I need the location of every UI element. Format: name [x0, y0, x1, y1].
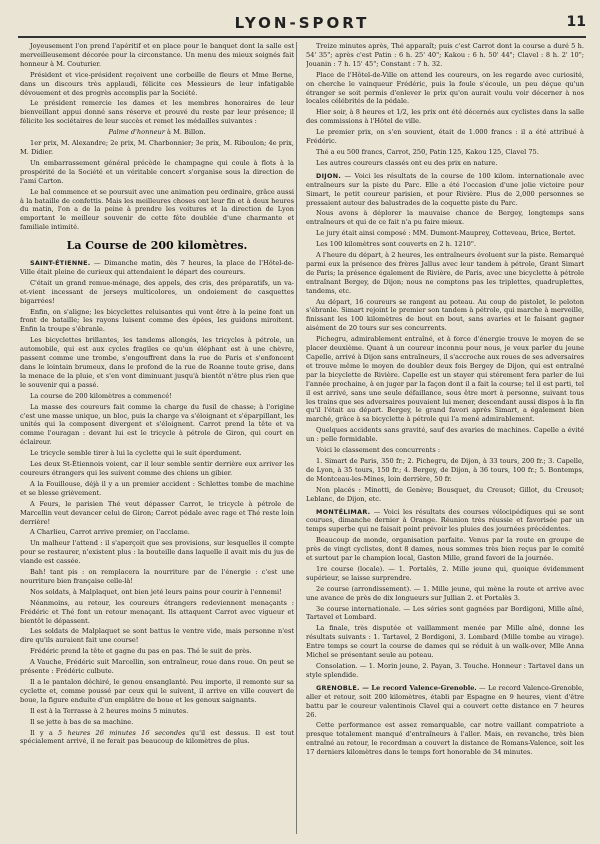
paragraph: Les autres coureurs classés ont eu des prix en nature.	[316, 158, 498, 167]
dateline: GRENOBLE.	[316, 683, 360, 692]
paragraph: Le bal commence et se poursuit avec une animation peu ordinaire, grâce aussi à la bataille de confettis. Mais les meilleures choses ont leur fin et à deux heures du matin, l'on a de la peine à prendre les voitures et la direction de Lyon emportant le meilleur souvenir de cette fête doublée d'une charmante et familiale intimité.	[20, 187, 294, 232]
dispatch-paragraph	[20, 259, 294, 277]
paragraph: Thé a eu 500 francs, Carrot, 250, Patin 125, Kakou 125, Clavel 75.	[316, 147, 539, 156]
paragraph: La masse des coureurs fait comme la charge du fusil de chasse; à l'origine c'est une masse unique, un bloc, puis la charge va s'éloignant et s'éparpillant, les unités qui la composent divergent et s'éloignent. Carrot prend la tête et va comme l'ouragan : devant lui est le tricycle à pétrole de Giron, qui court en éclaireur.	[20, 402, 294, 447]
paragraph: Joyeusement l'on prend l'apéritif et en place pour le banquet dont la salle est merveilleusement décorée pour la circonstance. Un menu des mieux soignés fait honneur à M. Couturier.	[20, 42, 294, 68]
dateline: DIJON.	[316, 171, 342, 180]
paragraph: A Feurs, le parisien Thé veut dépasser Carrot, le tricycle à pétrole de Marcellin veut devancer celui de Giron; Carrot pédale avec rage et Thé reste loin derrière!	[20, 499, 294, 526]
paragraph: Beaucoup de monde, organisation parfaite. Venus par la route en groupe de près de vingt cyclistes, dont 8 dames, nous sommes très bien reçus par le comité et surtout par le champion local, Gaston Mille, grand favori de la journée.	[306, 536, 584, 563]
paragraph: Hier soir, à 8 heures et 1/2, les prix ont été décernés aux cyclistes dans la salle des commissions à l'Hôtel de ville.	[306, 108, 584, 126]
paragraph: A la Fouillouse, déjà il y a un premier accident : Schlettes tombe de machine et se blesse grièvement.	[20, 479, 294, 497]
dispatch-text: — Voici les résultats de la course de 100 kilom. internationale avec entraîneurs sur la piste du Parc. Elle a été l'occasion d'une jolie victoire pour Simart, le petit coureur parisien, et pour Rivière. Plus de 2,000 personnes se pressaient autour des balustrades de la coquette piste du Parc.	[306, 171, 584, 207]
text-run: qu'il est dessus. Il est tout spécialement arrivé, il ne ferait pas beaucoup de kilomètres de plus.	[20, 728, 294, 746]
paragraph: Consolation. — 1. Morin jeune, 2. Payan, 3. Touche. Honneur : Tartavel dans un style splendide.	[306, 662, 584, 679]
paragraph: 2e course (arrondissement). — 1. Mille jeune, qui mène la route et arrive avec une avance de près de dix longueurs sur Jullian 2. et Portalès 3.	[306, 584, 584, 602]
paragraph: Un embarrassement général précède le champagne qui coule à flots à la prospérité de la Société et un véritable concert s'organise sous la direction de l'ami Carton.	[20, 158, 294, 185]
paragraph: La finale, très disputée et vaillamment menée par Mille aîné, donne les résultats suivants : 1. Tartavel, 2 Bordigoni, 3. Lombard (Mille tombe au virage). Entre temps se court la course de dames qui se réduit à un walk-over, Mlle Anna Michel se présentant seule au poteau.	[306, 624, 584, 660]
dispatch-text: — Dimanche matin, dès 7 heures, la place de l'Hôtel-de-Ville était pleine de curieux qui attendaient le départ des coureurs.	[20, 259, 294, 276]
paragraph: Il est à la Terrasse à 2 heures moins 5 minutes.	[30, 706, 189, 715]
paragraph: Les bicyclettes brillantes, les tandems allongés, les tricycles à pétrole, un automobile, qui est aux cycles fragiles ce qu'un éléphant est à une chèvre, passent comme une trombe, s'engouffrent dans la rue de Paris et s'enfoncent dans le lointain brumeux, dans le profond de la rue de Roanne toute grise, dans la menace de la pluie, et s'en vont diminuant jusqu'à bientôt n'être plus rien que le souvenir qui a passé.	[20, 336, 294, 389]
masthead: LYON-SPORT	[234, 14, 370, 32]
right-column	[306, 42, 584, 836]
dispatch-paragraph	[306, 172, 584, 208]
dateline: SAINT-ÉTIENNE.	[30, 259, 91, 268]
results-list: 1. Simart de Paris, 350 fr.; 2. Pichegru, de Dijon, à 33 tours, 200 fr.; 3. Capelle, de Lyon, à 35 tours, 150 fr.; 4. Bergey, de Dijon, à 36 tours, 100 fr.; 5. Bontemps, de Montceau-les-Mines, loin derrière, 50 fr.	[306, 456, 584, 483]
paragraph: Président et vice-président reçoivent une corbeille de fleurs et Mme Berne, dans un discours très applaudi, félicite ces Messieurs de leur infatigable dévouement et des progrès accomplis par la Société.	[20, 70, 294, 97]
paragraph: Il a le pantalon déchiré, le genou ensanglanté. Peu importe, il remonte sur sa cyclette et, comme poussé par ceux qui le suivent, il arrive en ville couvert de boue, la figure enduite d'un emplâtre de boue et les genoux saignants.	[20, 678, 294, 704]
paragraph: A l'heure du départ, à 2 heures, les entraîneurs évoluent sur la piste. Remarqué parmi eux la présence des frères Jallus avec leur tandem à pétrole, Grant Simart de Paris; la présence également de Rivière, de Paris, avec une bicyclette à pétrole entraînant Bergey, de Dijon; nous ne comptons pas les triplettes, quadruplettes, tandems, etc.	[306, 251, 584, 295]
page-header	[18, 14, 586, 38]
paragraph: C'était un grand remue-ménage, des appels, des cris, des préparatifs, un va-et-vient incessant de jerseys multicolores, un ondoiement de casquettes bigarrées!	[20, 278, 294, 305]
paragraph	[20, 729, 294, 747]
race-time: 5 heures 26 minutes 16 secondes	[58, 728, 186, 737]
award-title: Palme d'honneur	[108, 128, 165, 137]
dispatch-paragraph	[306, 684, 584, 720]
paragraph: Voici le classement des concurrents :	[316, 446, 441, 455]
paragraph: Le président remercie les dames et les membres honoraires de leur bienveillant appui donné sans réserve et prouvé du reste par leur présence; il félicite les sociétaires de leur succès et remet les médailles suivantes :	[20, 99, 294, 126]
paragraph: Un malheur l'attend : il s'aperçoit que ses provisions, sur lesquelles il compte pour se restaurer, n'existent plus : la bouteille dans laquelle il avait mis du jus de viande est cassée.	[20, 539, 294, 566]
paragraph: Les deux St-Étiennois voient, car il leur semble sentir derrière eux arriver les coureurs étrangers qui les suivent comme des chiens un gibier.	[20, 460, 294, 477]
left-column	[20, 42, 294, 836]
paragraph: Cette performance est assez remarquable, car notre vaillant compatriote a presque totalement manqué d'entraîneurs à l'aller. Mais, en revanche, très bien entraîné au retour, le recordman a couvert la distance de Romans-Valence, soit les 17 derniers kilomètres dans le temps fort honorable de 34 minutes.	[306, 721, 584, 757]
paragraph: Les soldats de Malplaquet se sont battus le ventre vide, mais personne n'est dire qu'ils auraient fait une course!	[20, 627, 294, 645]
paragraph: Place de l'Hôtel-de-Ville on attend les coureurs, on les regarde avec curiosité, on cherche le vainqueur Frédéric, puis la foule s'écoule, un peu déçue qu'un étranger se soit permis d'enlever le prix qu'on aurait voulu voir décerner à nos locales célébrités de la pédale.	[306, 70, 584, 106]
paragraph: La course de 200 kilomètres a commencé!	[30, 391, 172, 400]
paragraph: Quelques accidents sans gravité, sauf des avaries de machines. Capelle a évité un : pelle formidable.	[306, 426, 584, 444]
paragraph: Pichegru, admirablement entraîné, et à force d'énergie trouve le moyen de se placer deuxième. Quant à un coureur inconnu pour nous, je veux parler du jeune Capelle, arrivé à Dijon sans entraîneurs, il s'accroche aux roues de ses adversaires et trouve même le moyen de doubler deux fois Bergey de Dijon, qui est entraîné par la bicyclette de Rivière. Capelle est un stayer qui stérement fera parler de lui l'année prochaine, à en juger par la façon dont il a fait la course; tel il est parti, tel il est arrivé, sans une seule défaillance, sous être mort à personne, suivant tous les trains que ses adversaires pouvaient lui mener, descendant aussi dispos à la fin qu'il l'était au départ. Bergey, le grand favori après Simart, a également bien marché, grâce à sa bicyclette à pétrole qui l'a mené admirablement.	[306, 335, 584, 424]
paragraph: 3e course internationale. — Les séries sont gagnées par Bordigoni, Mille aîné, Tartavel et Lombard.	[306, 604, 584, 622]
dispatch-text: — Le record Valence-Grenoble, aller et retour, soit 200 kilomètres, établi par Espagne en 9 heures, vient d'être battu par le coureur valentinois Clavel qui a couvert cette distance en 7 heures 26.	[306, 683, 584, 719]
paragraph: Néanmoins, au retour, les coureurs étrangers redeviennent menaçants : Frédéric et Thé font un retour menaçant. Ils attaquent Carrot avec vigueur et bientôt le dépassent.	[20, 598, 294, 625]
dispatch-headline: — Le record Valence-Grenoble.	[359, 683, 477, 692]
award-name: à M. Billon.	[164, 128, 206, 137]
paragraph: Le premier prix, on s'en souvient, était de 1.000 francs : il a été attribué à Frédéric.	[306, 128, 584, 146]
paragraph: Au départ, 16 coureurs se rangent au poteau. Au coup de pistolet, le peloton s'ébranle. Simart rejoint le premier son tandem à pétrole, qui marche à merveille, finissant les 100 kilomètres de bout en bout, sans avaries et le faisant gagner aisément de 20 tours sur ses concurrents.	[306, 297, 584, 333]
paragraph: A Vauche, Frédéric suit Marcellin, son entraîneur, roue dans roue. On peut se présente : Frédéric culbute.	[20, 658, 294, 676]
dateline: MONTÉLIMAR.	[316, 507, 371, 516]
paragraph: Non placés : Minotti, de Genève; Bousquet, du Creusot; Gillot, du Creusot; Leblanc, de Dijon, etc.	[306, 485, 584, 503]
paragraph: Enfin, on s'aligne; les bicyclettes reluisantes qui vont être à la peine font un front de bataille; les rayons luisent comme des épées, les guidons miroitent. Enfin la troupe s'ébranle.	[20, 307, 294, 334]
paragraph: Nous avons à déplorer la mauvaise chance de Bergey, longtemps sans entraîneurs et qui de ce fait n'a pu faire mieux.	[306, 209, 584, 227]
prize-list: 1er prix, M. Alexandre; 2e prix, M. Charbonnier; 3e prix, M. Riboulon; 4e prix, M. Didier.	[20, 139, 294, 156]
paragraph: Nos soldats, à Malplaquet, ont bien jeté leurs pains pour courir à l'ennemi!	[30, 587, 282, 596]
paragraph: Il se jette à bas de sa machine.	[30, 717, 134, 726]
dispatch-text: — Voici les résultats des courses vélocipédiques qui se sont courues, dimanche dernier à Orange. Réunion très réussie et favorisée par un temps superbe qui ne faisait point prévoir les pluies des journées précédentes.	[306, 507, 584, 534]
paragraph: Le tricycle semble tirer à lui la cyclette qui le suit éperdument.	[30, 449, 242, 458]
dispatch-paragraph	[306, 508, 584, 535]
paragraph: Treize minutes après, Thé apparaît; puis c'est Carrot dont la course a duré 5 h. 54' 35"; après c'est Patin : 6 h. 25' 40"; Kakou : 6 h. 50' 44"; Clavel : 8 h. 2' 10"; Jouanin : 7 h. 15' 45"; Constant : 7 h. 32.	[306, 42, 584, 68]
paragraph: Les 100 kilomètres sont couverts en 2 h. 1210".	[316, 240, 477, 249]
award-line	[20, 128, 294, 137]
paragraph: Bah! tant pis : on remplacera la nourriture par de l'énergie : c'est une nourriture bien française celle-là!	[20, 568, 294, 585]
paragraph: Le jury était ainsi composé : MM. Dumont-Mauprey, Cotteveau, Brice, Bertet.	[316, 229, 576, 238]
paragraph: Frédéric prend la tête et gagne du pas en pas. Thé le suit de près.	[30, 647, 252, 656]
section-title: La Course de 200 kilomètres.	[66, 239, 248, 253]
column-divider	[296, 42, 297, 834]
paragraph: 1re course (locale). — 1. Portalès, 2. Mille jeune qui, quoique évidemment supérieur, se laisse surprendre.	[306, 564, 584, 582]
page-number: 11	[566, 14, 586, 30]
paragraph: A Charlieu, Carrot arrive premier, on l'acclame.	[30, 528, 190, 537]
text-run: Il y a	[30, 728, 59, 737]
